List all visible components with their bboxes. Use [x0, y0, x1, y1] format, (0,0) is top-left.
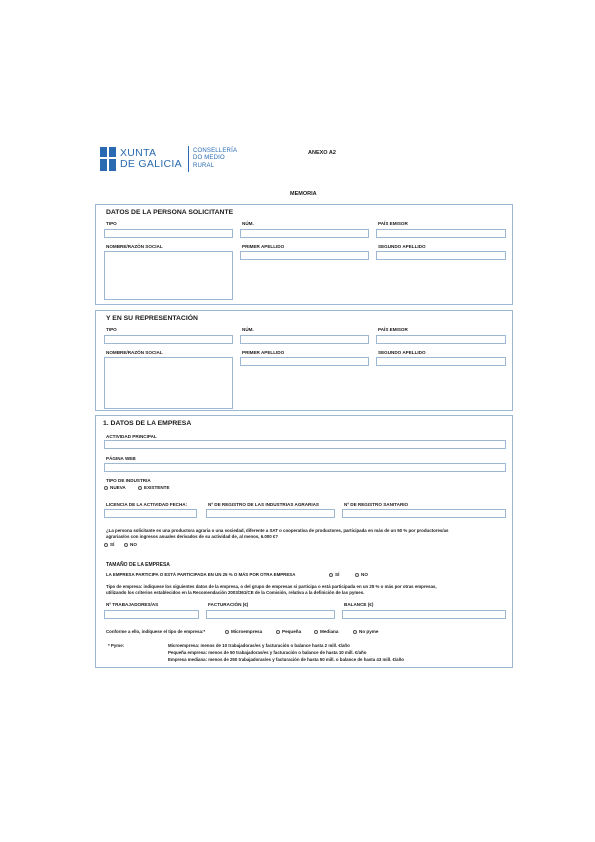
conforme-text: Conforme a ello, indíquese el tipo de empresa:* — [106, 629, 206, 634]
memoria-title: MEMORIA — [290, 191, 317, 197]
label-nombre: NOMBRE/RAZÓN SOCIAL — [106, 244, 163, 249]
anexo-label: ANEXO A2 — [308, 150, 336, 156]
option-pequena[interactable] — [276, 629, 301, 634]
rep-pais-field[interactable] — [376, 335, 506, 344]
radio-icon[interactable] — [104, 486, 108, 490]
option-label: Microempresa — [231, 629, 263, 634]
pagina-web-field[interactable] — [104, 463, 506, 472]
label-pais: PAÍS EMISOR — [378, 327, 408, 332]
xunta-logo — [100, 146, 237, 172]
radio-icon[interactable] — [225, 630, 229, 634]
label-apellido2: SEGUNDO APELLIDO — [378, 244, 426, 249]
option-participa-si[interactable] — [329, 572, 339, 577]
option-micro[interactable] — [225, 629, 262, 634]
pyme-def-micro: Microempresa: menos de 10 trabajadoras/es y facturación o balance hasta 2 mill. €/año — [168, 643, 350, 648]
participa-text: LA EMPRESA PARTICIPA O ESTÁ PARTICIPADA EN UN 25 % O MÁS POR OTRA EMPRESA — [106, 572, 296, 577]
nombre-field[interactable] — [104, 251, 233, 300]
label-apellido1: PRIMER APELLIDO — [242, 350, 285, 355]
option-participa-no[interactable] — [355, 572, 368, 577]
label-licencia: LICENCIA DE LA ACTIVIDAD FECHA: — [106, 502, 188, 507]
option-no[interactable] — [124, 542, 137, 547]
option-nueva[interactable] — [104, 485, 126, 490]
label-registro-sanitario: Nº DE REGISTRO SANITARIO — [344, 502, 409, 507]
rep-num-field[interactable] — [240, 335, 369, 344]
radio-icon[interactable] — [355, 573, 359, 577]
option-label: EXISTENTE — [144, 485, 170, 490]
xunta-emblem-icon — [100, 147, 116, 171]
option-si[interactable] — [104, 542, 114, 547]
radio-icon[interactable] — [124, 543, 128, 547]
facturacion-field[interactable] — [206, 610, 335, 619]
logo-sub3: RURAL — [192, 162, 215, 169]
label-pais: PAÍS EMISOR — [378, 221, 408, 226]
label-tipo: TIPO — [106, 221, 117, 226]
apellido2-field[interactable] — [376, 251, 506, 260]
option-label: Mediana — [320, 629, 339, 634]
logo-sub2: DO MEDIO — [192, 155, 225, 162]
logo-sub1: CONSELLERÍA — [192, 147, 238, 154]
section-title: 1. DATOS DE LA EMPRESA — [103, 420, 192, 427]
pymes-label: * Pyme: — [108, 643, 125, 648]
option-nopyme[interactable] — [353, 629, 378, 634]
label-actividad: ACTIVIDAD PRINCIPAL — [106, 434, 157, 439]
logo-line2: DE GALICIA — [120, 158, 182, 170]
radio-icon[interactable] — [104, 543, 108, 547]
label-apellido1: PRIMER APELLIDO — [242, 244, 285, 249]
logo-line1: XUNTA — [120, 147, 157, 159]
trabajadores-field[interactable] — [104, 610, 199, 619]
tipo-field[interactable] — [104, 229, 233, 238]
radio-icon[interactable] — [353, 630, 357, 634]
section-representacion — [95, 310, 513, 411]
label-balance: BALANCE (€) — [344, 602, 374, 607]
pyme-def-mediana: Empresa mediana: menos de 250 trabajadoras/es y facturación de hasta 50 mill. o balance de hasta 43 mill. €/año — [168, 657, 404, 662]
tipo-texto-line2: utilizando los criterios establecidos en la Recomendación 2003/361/CE de la Comisión, relativa a la definición de las pymes. — [106, 590, 365, 595]
label-nombre: NOMBRE/RAZÓN SOCIAL — [106, 350, 163, 355]
label-num: NÚM. — [242, 327, 254, 332]
option-existente[interactable] — [138, 485, 170, 490]
rep-nombre-field[interactable] — [104, 357, 233, 409]
logo-separator — [188, 146, 189, 172]
tamano-title: TAMAÑO DE LA EMPRESA — [106, 562, 170, 568]
option-label: No pyme — [359, 629, 379, 634]
radio-icon[interactable] — [314, 630, 318, 634]
label-num: NÚM. — [242, 221, 254, 226]
question-line2: agrarias/os con ingresos anuales derivados de su actividad de, al menos, 6.000 €? — [106, 534, 279, 539]
label-tipo-industria: TIPO DE INDUSTRIA — [106, 478, 151, 483]
rep-apellido1-field[interactable] — [240, 357, 369, 366]
apellido1-field[interactable] — [240, 251, 369, 260]
option-label: SÍ — [110, 542, 115, 547]
option-label: Pequeña — [282, 629, 302, 634]
radio-icon[interactable] — [276, 630, 280, 634]
num-field[interactable] — [240, 229, 369, 238]
registro-sanitario-field[interactable] — [342, 509, 506, 518]
balance-field[interactable] — [342, 610, 506, 619]
label-apellido2: SEGUNDO APELLIDO — [378, 350, 426, 355]
pais-field[interactable] — [376, 229, 506, 238]
option-label: NO — [361, 572, 368, 577]
section-empresa — [95, 415, 513, 668]
section-solicitante — [95, 204, 513, 305]
radio-icon[interactable] — [138, 486, 142, 490]
question-line1: ¿La persona solicitante es una productora agraria o una sociedad, diferente a SAT o cooperativa de productores, participada en más de un 50 % por productores/as — [106, 528, 449, 533]
tipo-texto-line1: Tipo de empresa: indiquese los siguientes datos de la empresa, o del grupo de empresas si participa o está participada en un 25 % o más por otras empresas, — [106, 584, 437, 589]
option-label: NUEVA — [110, 485, 126, 490]
section-title: Y EN SU REPRESENTACIÓN — [106, 315, 198, 322]
actividad-field[interactable] — [104, 440, 506, 449]
label-trabajadores: Nº TRABAJADORES/AS — [106, 602, 159, 607]
rep-apellido2-field[interactable] — [376, 357, 506, 366]
label-registro-industrias: Nº DE REGISTRO DE LAS INDUSTRIAS AGRARIAS — [208, 502, 319, 507]
rep-tipo-field[interactable] — [104, 335, 233, 344]
option-mediana[interactable] — [314, 629, 338, 634]
label-facturacion: FACTURACIÓN (€) — [208, 602, 249, 607]
label-pagina: PÁGINA WEB — [106, 456, 136, 461]
licencia-fecha-field[interactable] — [104, 509, 197, 518]
radio-icon[interactable] — [329, 573, 333, 577]
option-label: NO — [130, 542, 137, 547]
option-label: SÍ — [335, 572, 340, 577]
label-tipo: TIPO — [106, 327, 117, 332]
registro-industrias-field[interactable] — [206, 509, 335, 518]
pyme-def-pequena: Pequeña empresa: menos de 50 trabajadoras/es y facturación o balance de hasta 10 mill. €/año — [168, 650, 367, 655]
section-title: DATOS DE LA PERSONA SOLICITANTE — [106, 209, 234, 216]
